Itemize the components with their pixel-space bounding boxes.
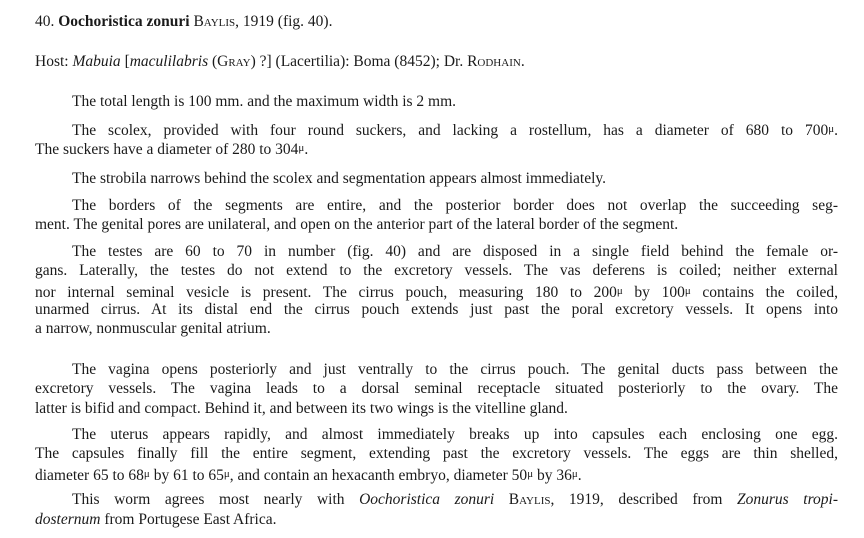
text-run: The scolex, provided with four round suckers, and lacking a rostellum, has a diameter of 680 to 700 [72,122,829,139]
paragraph-line [72,426,838,444]
text-run: , 1919, described from [550,491,738,508]
text-run: by 61 to 65 [149,467,224,484]
paragraph-line [35,262,838,280]
paragraph-line [35,139,838,159]
text-run: Baylis [189,13,236,30]
paragraph-line [35,301,838,319]
text-run: This worm agrees most nearly with [72,491,360,508]
text-run: contains the coiled, [690,284,838,301]
text-run: a narrow, nonmuscular genital atrium. [35,320,271,337]
text-run: . [304,141,309,158]
micron-symbol: μ [223,468,230,480]
paragraph-line [35,282,838,302]
micron-symbol: μ [684,285,691,297]
text-run: ( [208,53,218,70]
text-run: The strobila narrows behind the scolex and segmentation appears almost immediately. [72,170,607,187]
paragraph-line [35,511,838,529]
micron-symbol: μ [571,468,578,480]
text-run: latter is bifid and compact. Behind it, and between its two wings is the vitelline gland. [35,400,568,417]
text-run: [ [120,53,130,70]
text-run: gans. Laterally, the testes do not extend to the excretory vessels. The vas deferens is coiled; neither external [35,262,838,279]
text-run: The uterus appears rapidly, and almost immediately breaks up into capsules each enclosing one egg. [72,426,838,443]
text-run: , 1919 (fig. 40). [235,13,333,30]
paragraph-line [72,170,838,188]
text-run: maculilabris [129,53,209,70]
paragraph-line [72,120,838,140]
text-run: unarmed cirrus. At its distal end the cirrus pouch extends just past the poral excretory vessels. It opens into [35,301,838,318]
text-run: 40. [35,13,59,30]
text-run: diameter 65 to 68 [35,467,144,484]
text-run: Gray [217,53,251,70]
text-run: Mabuia [72,53,121,70]
micron-symbol: μ [616,285,623,297]
paragraph-line [72,243,838,261]
text-run: by 100 [622,284,685,301]
text-run: The capsules finally fill the entire segment, extending past the excretory vessels. The eggs are thin shelled, [35,445,838,462]
text-run: The suckers have a diameter of 280 to 304 [35,141,299,158]
paragraph-line [35,380,838,398]
paragraph-line [72,197,838,215]
paragraph-line [72,93,838,111]
text-run: Zonurus tropi- [737,491,838,508]
section-heading [35,13,332,31]
micron-symbol: μ [828,123,835,135]
text-run: The total length is 100 mm. and the maximum width is 2 mm. [72,93,457,110]
text-run: Baylis [494,491,551,508]
paragraph-line [35,465,838,485]
text-run: Host: [35,53,73,70]
paragraph-line [35,216,838,234]
text-run: Oochoristica zonuri [58,13,190,30]
micron-symbol: μ [527,468,534,480]
micron-symbol: μ [298,142,305,154]
text-run: . [834,122,838,139]
host-line [35,53,525,71]
text-run: The testes are 60 to 70 in number (fig. 40) and are disposed in a single field behind the female or- [72,243,838,260]
paragraph-line [35,400,838,418]
text-run: from Portugese East Africa. [100,511,277,528]
text-run: The vagina opens posteriorly and just ventrally to the cirrus pouch. The genital ducts pass between the [72,361,838,378]
text-run: Rodhain [467,53,521,70]
paragraph-line [72,491,838,509]
text-run: Oochoristica zonuri [359,491,495,508]
text-run: . [520,53,525,70]
text-run: nor internal seminal vesicle is present. The cirrus pouch, measuring 180 to 200 [35,284,617,301]
text-run: The borders of the segments are entire, and the posterior border does not overlap the succeeding seg- [72,197,838,214]
text-run: ) ?] (Lacertilia): Boma (8452); Dr. [250,53,468,70]
paragraph-line [35,320,838,338]
text-run: excretory vessels. The vagina leads to a dorsal seminal receptacle situated posteriorly to the ovary. The [35,380,838,397]
paragraph-line [35,445,838,463]
micron-symbol: μ [143,468,150,480]
text-run: dosternum [35,511,101,528]
text-run: ment. The genital pores are unilateral, and open on the anterior part of the lateral border of the segment. [35,216,679,233]
text-run: , and contain an hexacanth embryo, diameter 50 [229,467,528,484]
text-run: . [577,467,582,484]
text-run: by 36 [533,467,572,484]
paragraph-line [72,361,838,379]
